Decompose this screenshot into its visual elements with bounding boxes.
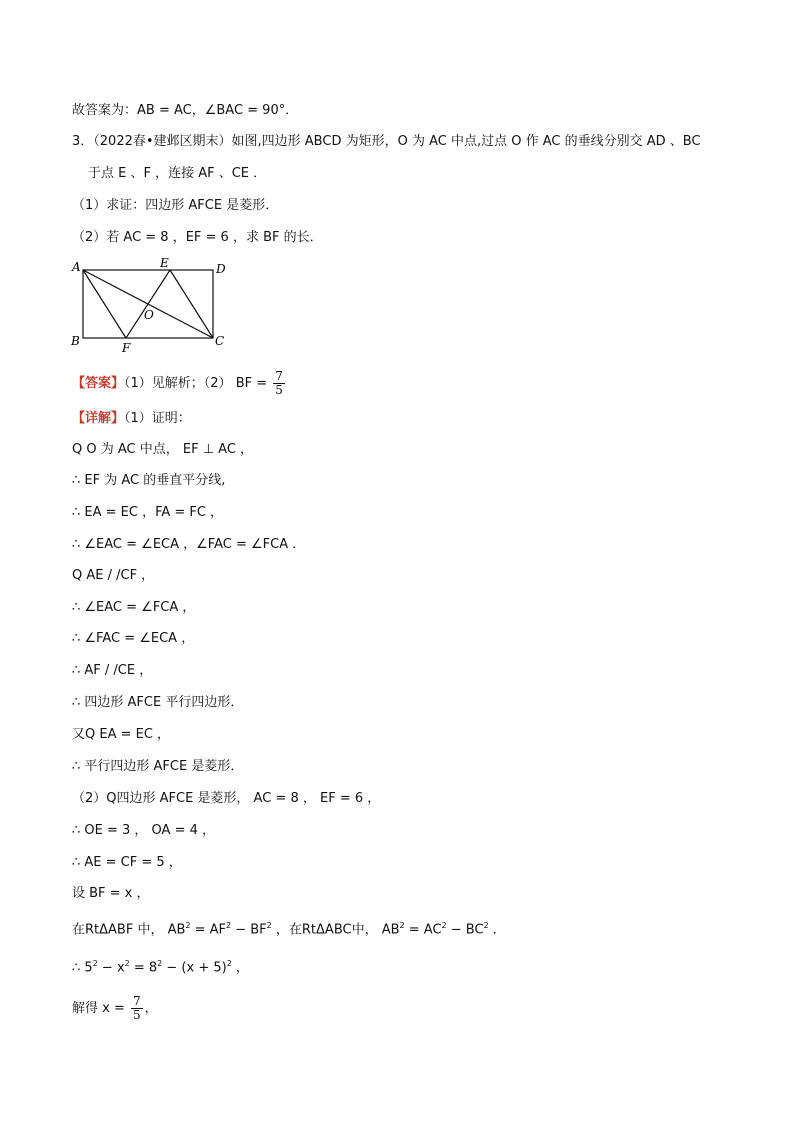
detail-line: Q O 为 AC 中点， EF ⊥ AC ，: [72, 442, 254, 457]
exp-2: 2: [483, 921, 489, 930]
detail-heading: [72, 410, 191, 428]
answer-frac-num: 7: [275, 369, 283, 383]
detail-line: ∴ OE = 3 ， OA = 4 ，: [72, 823, 216, 838]
solution-line: [72, 995, 158, 1022]
eq-part: − BF: [231, 922, 267, 938]
solution-frac-den: 5: [133, 1008, 141, 1022]
segment-ef: [126, 270, 170, 338]
eq-part: − x: [97, 960, 125, 976]
exp-2: 2: [124, 959, 130, 968]
eq-part: 在RtΔABF 中， AB: [72, 922, 186, 938]
detail-line: ∴ EF 为 AC 的垂直平分线,: [72, 473, 226, 488]
detail-line: 又Q EA = EC ，: [72, 727, 171, 742]
label-f: F: [122, 341, 131, 355]
segment-ec: [170, 270, 213, 338]
detail-line: Q AE / /CF ，: [72, 568, 155, 583]
detail-line: ∴ AF / /CE ，: [72, 663, 153, 678]
detail-tag: 【详解】: [72, 411, 125, 426]
question-2: （2）若 AC = 8 ，EF = 6 ，求 BF 的长．: [72, 230, 323, 245]
answer-frac-den: 5: [275, 383, 283, 397]
detail-line: ∴ 平行四边形 AFCE 是菱形．: [72, 759, 244, 774]
answer-text: （1）见解析；（2） BF =: [124, 376, 268, 391]
problem-statement: 3．（2022春•建邺区期末）如图,四边形 ABCD 为矩形，O 为 AC 中点,过点 O 作 AC 的垂线分别交 AD 、BC: [72, 134, 701, 149]
exp-2: 2: [92, 959, 98, 968]
detail-line: ∴ EA = EC ，FA = FC ，: [72, 505, 224, 520]
eq-part: − BC: [446, 922, 484, 938]
segment-af: [83, 270, 126, 338]
detail-proof-label: （1）证明：: [124, 411, 191, 426]
detail-line: （2）Q四边形 AFCE 是菱形， AC = 8 ， EF = 6 ，: [72, 791, 381, 806]
exp-2: 2: [226, 921, 232, 930]
detail-line: ∴ 四边形 AFCE 平行四边形．: [72, 695, 244, 710]
pythagoras-line: [72, 917, 506, 939]
detail-line: ∴ ∠EAC = ∠FCA ，: [72, 600, 196, 615]
exp-2: 2: [266, 921, 272, 930]
answer-line: [72, 370, 287, 397]
detail-line: ∴ ∠FAC = ∠ECA ，: [72, 631, 195, 646]
eq-part: ，: [231, 960, 249, 976]
solution-frac-num: 7: [133, 994, 141, 1008]
solve-end: ，: [144, 1001, 158, 1016]
exp-2: 2: [226, 959, 232, 968]
exp-2: 2: [399, 921, 405, 930]
exp-2: 2: [441, 921, 447, 930]
problem-statement-cont: 于点 E 、F ，连接 AF 、CE ．: [88, 166, 267, 181]
label-a: A: [72, 260, 81, 274]
rectangle-figure: [66, 256, 236, 356]
detail-line: ∴ ∠EAC = ∠ECA ，∠FAC = ∠FCA ．: [72, 537, 306, 552]
eq-part: = AC: [404, 922, 442, 938]
solution-fraction: [131, 995, 143, 1022]
label-o: O: [144, 308, 154, 322]
eq-part: ，在RtΔABC中， AB: [271, 922, 400, 938]
solve-text: 解得 x =: [72, 1001, 125, 1016]
label-e: E: [160, 256, 169, 270]
eq-part: = AF: [190, 922, 227, 938]
eq-part: − (x + 5): [162, 960, 227, 976]
prev-answer-line: 故答案为：AB = AC，∠BAC = 90°．: [72, 103, 299, 118]
equation-line: [72, 955, 249, 977]
eq-part: = 8: [129, 960, 158, 976]
answer-fraction: [273, 370, 285, 397]
detail-line: 设 BF = x ，: [72, 886, 150, 901]
answer-tag: 【答案】: [72, 376, 125, 391]
question-1: （1）求证：四边形 AFCE 是菱形．: [72, 198, 279, 213]
exp-2: 2: [157, 959, 163, 968]
exp-2: 2: [185, 921, 191, 930]
label-d: D: [216, 262, 226, 276]
eq-part: ∴ 5: [72, 960, 93, 976]
label-c: C: [215, 334, 225, 348]
eq-part: ．: [488, 922, 506, 938]
detail-line: ∴ AE = CF = 5 ，: [72, 855, 182, 870]
label-b: B: [71, 334, 80, 348]
